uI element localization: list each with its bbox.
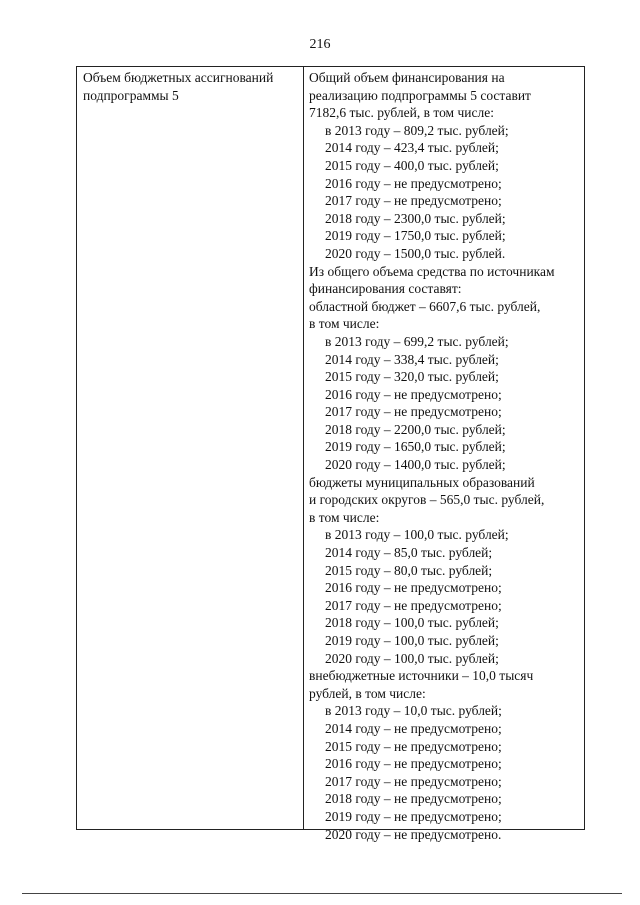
table-value-cell (309, 69, 581, 843)
text-line: и городских округов – 565,0 тыс. рублей, (309, 492, 545, 508)
year-line: в 2013 году – 10,0 тыс. рублей; (325, 703, 502, 719)
text-line: реализацию подпрограммы 5 составит (309, 87, 531, 103)
footer-rule (22, 893, 622, 894)
year-line: 2017 году – не предусмотрено; (325, 773, 502, 789)
text-line: внебюджетные источники – 10,0 тысяч (309, 668, 534, 684)
year-line: 2015 году – 400,0 тыс. рублей; (325, 157, 499, 173)
text-line: бюджеты муниципальных образований (309, 474, 535, 490)
year-line: 2015 году – не предусмотрено; (325, 738, 502, 754)
funding-table (76, 66, 585, 842)
year-line: 2019 году – 1750,0 тыс. рублей; (325, 228, 506, 244)
year-line: 2014 году – 338,4 тыс. рублей; (325, 351, 499, 367)
year-line: 2020 году – 1400,0 тыс. рублей; (325, 457, 506, 473)
year-line: 2019 году – 100,0 тыс. рублей; (325, 633, 499, 648)
table-label-cell (83, 69, 297, 104)
year-line: 2016 году – не предусмотрено; (325, 580, 502, 596)
column-divider (303, 67, 304, 829)
year-line: 2019 году – 1650,0 тыс. рублей; (325, 439, 506, 455)
year-line: 2016 году – не предусмотрено; (325, 175, 502, 191)
year-line: 2016 году – не предусмотрено; (325, 756, 502, 772)
year-line: 2014 году – 85,0 тыс. рублей; (325, 545, 493, 561)
year-line: 2019 году – не предусмотрено; (325, 808, 502, 824)
year-line: 2014 году – 423,4 тыс. рублей; (325, 140, 499, 156)
year-line: в 2013 году – 699,2 тыс. рублей; (325, 333, 509, 349)
year-line: в 2013 году – 809,2 тыс. рублей; (325, 122, 509, 138)
year-line: в 2013 году – 100,0 тыс. рублей; (325, 527, 509, 543)
label-line: Объем бюджетных ассигнований (83, 70, 274, 85)
year-line: 2015 году – 80,0 тыс. рублей; (325, 562, 493, 578)
year-line: 2018 году – 2200,0 тыс. рублей; (325, 421, 506, 437)
year-line: 2018 году – 2300,0 тыс. рублей; (325, 210, 506, 226)
text-line: областной бюджет – 6607,6 тыс. рублей, (309, 298, 541, 314)
year-line: 2017 году – не предусмотрено; (325, 404, 502, 420)
year-line: 2020 году – 1500,0 тыс. рублей. (325, 245, 506, 261)
year-line: 2015 году – 320,0 тыс. рублей; (325, 369, 499, 385)
text-line: финансирования составят: (309, 281, 462, 297)
year-line: 2016 году – не предусмотрено; (325, 386, 502, 402)
year-line: 2017 году – не предусмотрено; (325, 193, 502, 209)
year-line: 2018 году – 100,0 тыс. рублей; (325, 615, 499, 631)
text-line: Общий объем финансирования на (309, 70, 505, 85)
text-line: Из общего объема средства по источникам (309, 263, 555, 279)
text-line: рублей, в том числе: (309, 685, 426, 701)
label-line: подпрограммы 5 (83, 87, 179, 103)
text-line: 7182,6 тыс. рублей, в том числе: (309, 105, 494, 121)
page-number: 216 (309, 37, 331, 52)
year-line: 2018 году – не предусмотрено; (325, 791, 502, 807)
year-line: 2014 году – не предусмотрено; (325, 720, 502, 736)
text-line: в том числе: (309, 509, 380, 525)
year-line: 2017 году – не предусмотрено; (325, 597, 502, 613)
year-line: 2020 году – 100,0 тыс. рублей; (325, 650, 499, 666)
text-line: в том числе: (309, 316, 380, 332)
year-line: 2020 году – не предусмотрено. (325, 826, 502, 842)
